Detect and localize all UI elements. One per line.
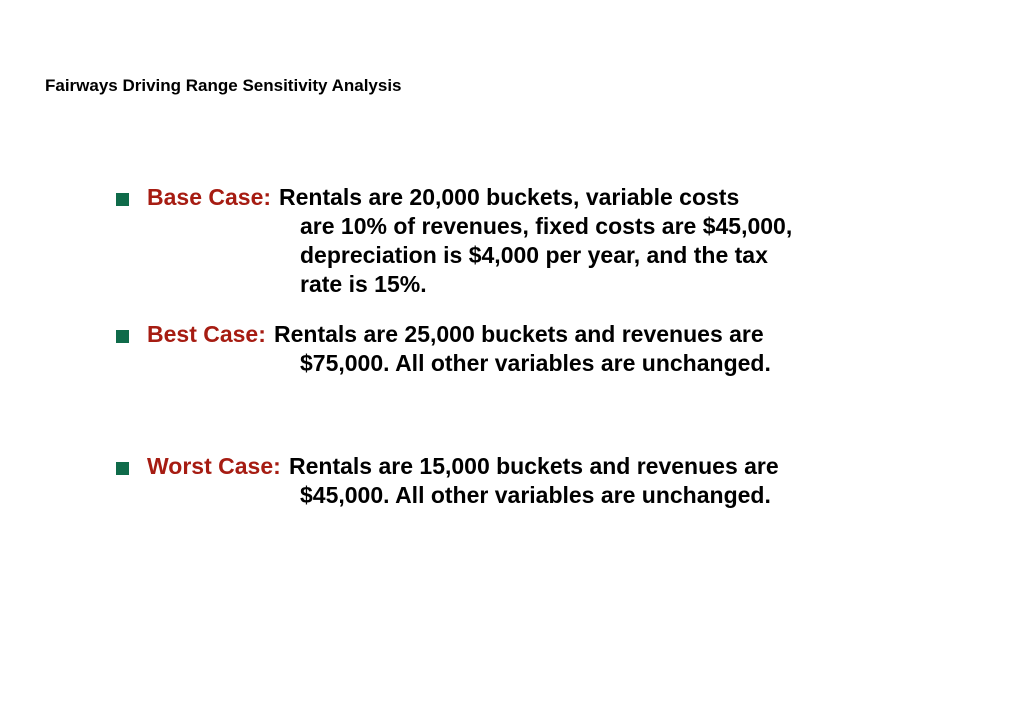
square-bullet-icon xyxy=(116,330,129,343)
bullet-line: Rentals are 20,000 buckets, variable costs xyxy=(279,184,740,210)
bullet-label-base-case: Base Case: xyxy=(147,184,272,210)
bullet-line: $45,000. All other variables are unchanged. xyxy=(300,482,771,508)
bullet-label-best-case: Best Case: xyxy=(147,321,266,347)
bullet-text-best-case xyxy=(274,320,771,378)
bullet-text-worst-case xyxy=(289,452,779,510)
bullet-line: depreciation is $4,000 per year, and the tax xyxy=(300,242,768,268)
bullet-text-base-case xyxy=(279,183,793,299)
bullet-line: rate is 15%. xyxy=(300,271,427,297)
bullet-line: Rentals are 25,000 buckets and revenues are xyxy=(274,321,764,347)
bullet-line: Rentals are 15,000 buckets and revenues are xyxy=(289,453,779,479)
square-bullet-icon xyxy=(116,462,129,475)
bullet-line: $75,000. All other variables are unchanged. xyxy=(300,350,771,376)
page-title: Fairways Driving Range Sensitivity Analysis xyxy=(45,76,402,95)
bullet-label-worst-case: Worst Case: xyxy=(147,453,281,479)
bullet-line: are 10% of revenues, fixed costs are $45,000, xyxy=(300,213,793,239)
square-bullet-icon xyxy=(116,193,129,206)
